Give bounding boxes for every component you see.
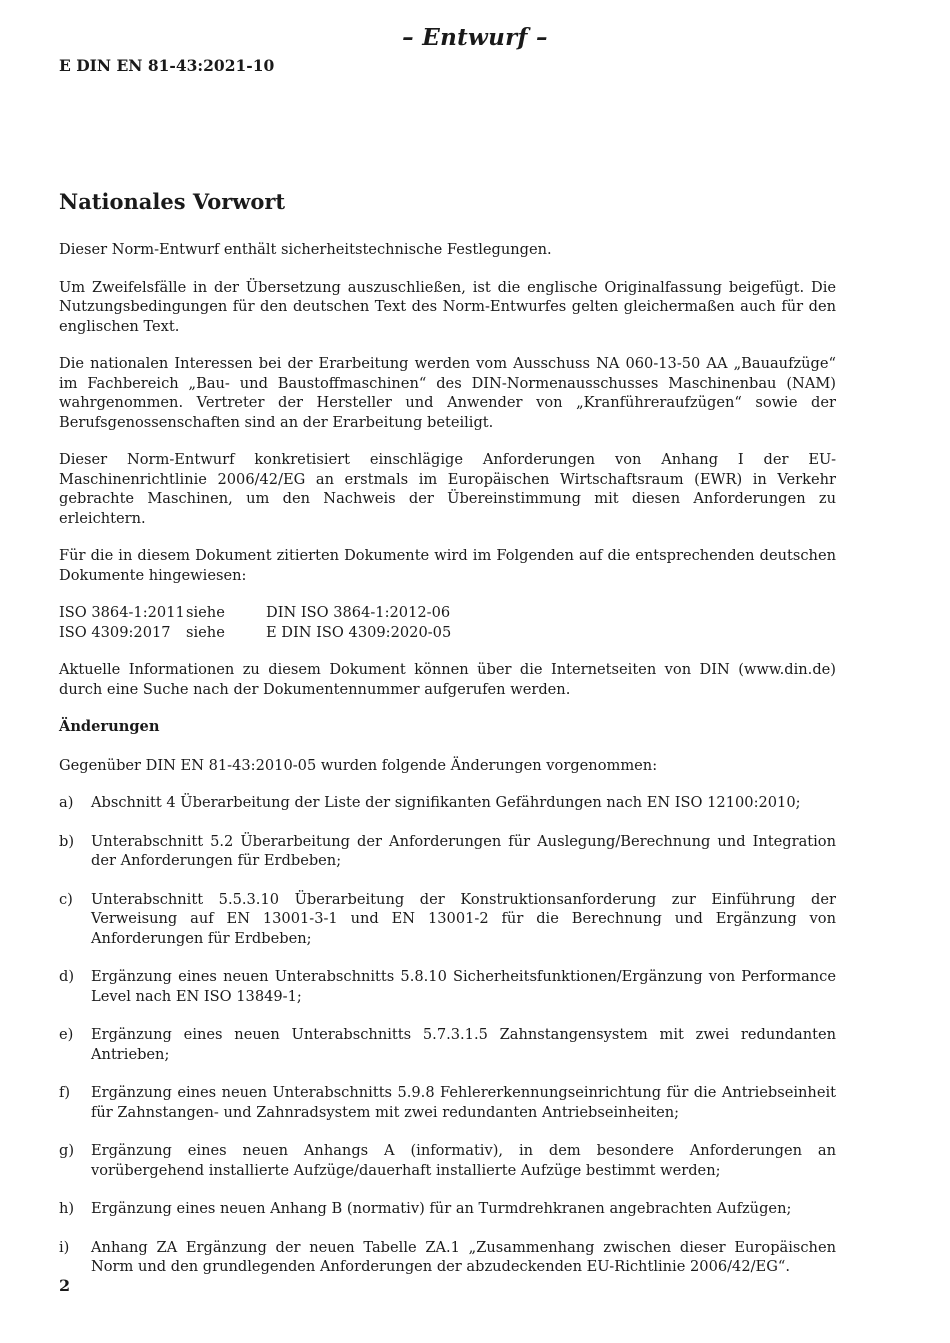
list-item-text: Ergänzung eines neuen Anhangs A (informativ), in dem besondere Anforderungen an vorübergehend installierte Aufzüge/dauerhaft installierte Aufzüge bestimmt werden; [91,1142,836,1179]
paragraph-committee: Die nationalen Interessen bei der Erarbeitung werden vom Ausschuss NA 060-13-50 AA „Bauaufzüge“ im Fachbereich „Bau- und Baustoffmaschinen“ des DIN-Normenausschusses Maschinenbau (NAM) wahrgenommen. Vertreter der Hersteller und Anwender von „Kranführeraufzügen“ sowie der Berufsgenossenschaften sind an der Erarbeitung beteiligt. [59,355,836,431]
changes-list [59,793,836,1277]
draft-watermark-heading: – Entwurf – [402,24,548,51]
paragraph-translation: Um Zweifelsfälle in der Übersetzung auszuschließen, ist die englische Originalfassung beigefügt. Die Nutzungsbedingungen für den deutschen Text des Norm-Entwurfes gelten gleichermaßen auch für den englischen Text. [59,278,836,335]
list-item-text: Ergänzung eines neuen Unterabschnitts 5.9.8 Fehlererkennungseinrichtung für die Antriebseinheit für Zahnstangen- und Zahnradsystem mit zwei redundanten Antriebseinheiten; [91,1084,836,1121]
paragraph-references-intro: Für die in diesem Dokument zitierten Dokumente wird im Folgenden auf die entsprechenden deutschen Dokumente hingewiesen: [59,547,836,584]
list-item-marker: f) [59,1084,71,1101]
list-item-text: Unterabschnitt 5.5.3.10 Überarbeitung der Konstruktionsanforderung zur Einführung der Verweisung auf EN 13001-3-1 und EN 13001-2 für die Berechnung und Ergänzung von Anforderungen für Erdbeben; [91,890,836,947]
list-item-marker: b) [59,832,75,850]
list-item [59,1199,836,1219]
list-item-marker: i) [59,1238,70,1256]
reference-source: ISO 3864-1:2011 [59,604,185,621]
list-item-marker: a) [59,794,74,811]
list-item-text: Ergänzung eines neuen Unterabschnitts 5.8.10 Sicherheitsfunktionen/Ergänzung von Performance Level nach EN ISO 13849-1; [91,968,836,1005]
list-item [59,967,836,1006]
reference-relation: siehe [186,604,225,621]
changes-intro: Gegenüber DIN EN 81-43:2010-05 wurden folgende Änderungen vorgenommen: [59,756,658,774]
list-item-marker: c) [59,890,73,908]
list-item-text: Abschnitt 4 Überarbeitung der Liste der signifikanten Gefährdungen nach EN ISO 12100:2010; [91,794,801,811]
reference-target: DIN ISO 3864-1:2012-06 [266,604,451,621]
list-item-marker: g) [59,1142,75,1159]
paragraph-info: Aktuelle Informationen zu diesem Dokument können über die Internetseiten von DIN (www.din.de) durch eine Suche nach der Dokumentennummer aufgerufen werden. [59,661,836,698]
list-item-text: Ergänzung eines neuen Unterabschnitts 5.7.3.1.5 Zahnstangensystem mit zwei redundanten Antrieben; [91,1026,836,1063]
reference-table [59,603,451,642]
section-title: Nationales Vorwort [59,189,286,214]
list-item [59,1238,836,1277]
reference-row [59,603,451,623]
reference-relation: siehe [186,623,225,641]
document-id: E DIN EN 81-43:2021-10 [59,56,275,75]
page-number: 2 [59,1276,71,1295]
list-item-text: Anhang ZA Ergänzung der neuen Tabelle ZA.1 „Zusammenhang zwischen dieser Europäischen Norm und den grundlegenden Anforderungen der abzudeckenden EU-Richtlinie 2006/42/EG“. [91,1238,836,1275]
list-item-marker: d) [59,968,75,985]
list-item-marker: e) [59,1026,74,1043]
list-item-text: Unterabschnitt 5.2 Überarbeitung der Anforderungen für Auslegung/Berechnung und Integration der Anforderungen für Erdbeben; [91,832,836,869]
list-item [59,832,836,871]
reference-row [59,623,451,643]
changes-title: Änderungen [59,718,160,735]
paragraph-scope: Dieser Norm-Entwurf enthält sicherheitstechnische Festlegungen. [59,241,552,258]
reference-source: ISO 4309:2017 [59,623,171,641]
list-item [59,1141,836,1180]
list-item [59,890,836,949]
list-item [59,793,836,813]
document-body [59,188,836,1296]
paragraph-directive: Dieser Norm-Entwurf konkretisiert einschlägige Anforderungen von Anhang I der EU-Maschinenrichtlinie 2006/42/EG an erstmals im Europäischen Wirtschaftsraum (EWR) in Verkehr gebrachte Maschinen, um den Nachweis der Übereinstimmung mit diesen Anforderungen zu erleichtern. [59,451,836,527]
reference-target: E DIN ISO 4309:2020-05 [266,623,452,641]
list-item [59,1025,836,1064]
list-item [59,1083,836,1122]
list-item-text: Ergänzung eines neuen Anhang B (normativ) für an Turmdrehkranen angebrachten Aufzügen; [91,1200,792,1217]
list-item-marker: h) [59,1200,75,1217]
